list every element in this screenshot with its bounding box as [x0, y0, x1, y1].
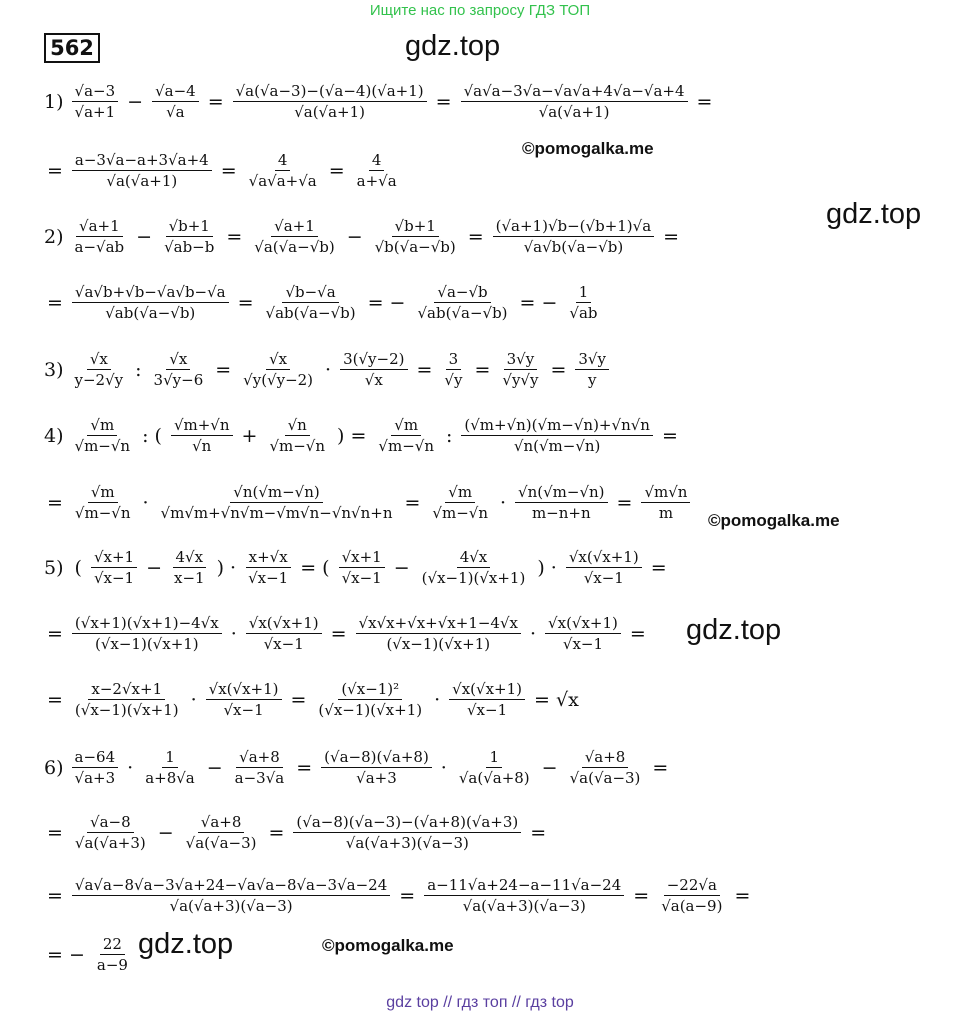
fraction — [171, 548, 208, 587]
operator: = — [207, 90, 224, 113]
fraction — [72, 483, 134, 522]
numerator: √x(√x+1) — [566, 548, 642, 568]
operator: ) · — [216, 556, 237, 579]
operator: = — [435, 90, 452, 113]
denominator: √x−1 — [223, 701, 264, 719]
denominator: √m√m+√n√m−√m√n−√n√n+n — [160, 504, 393, 522]
operator: = ( — [300, 556, 330, 579]
part-label: 3) — [44, 358, 64, 381]
numerator: √a+8 — [198, 813, 245, 833]
operator: = — [47, 821, 63, 844]
part-label: 4) — [44, 424, 64, 447]
denominator: a−√ab — [74, 238, 125, 256]
operator: = — [296, 756, 313, 779]
operator: − — [127, 90, 144, 113]
numerator: √a−4 — [152, 82, 199, 102]
fraction — [567, 748, 644, 787]
numerator: (√a−8)(√a+8) — [321, 748, 432, 768]
operator: = — [237, 291, 254, 314]
numerator: √b−√a — [282, 283, 338, 303]
fraction — [461, 416, 653, 455]
denominator: √a(√a+3)(√a−3) — [169, 897, 293, 915]
denominator: √m−√n — [378, 437, 434, 455]
operator: = — [215, 358, 232, 381]
denominator: √n(√m−√n) — [513, 437, 601, 455]
operator: − — [346, 225, 363, 248]
denominator: √ab−b — [164, 238, 215, 256]
operator: · — [434, 688, 441, 711]
equation-line — [44, 350, 609, 389]
fraction — [566, 283, 600, 322]
operator: = — [328, 159, 345, 182]
fraction — [566, 548, 642, 587]
denominator: √b(√a−√b) — [374, 238, 456, 256]
denominator: (√x−1)(√x+1) — [386, 635, 491, 653]
numerator: √a−8 — [87, 813, 134, 833]
fraction — [233, 82, 427, 121]
numerator: 3 — [446, 350, 462, 370]
denominator: √a — [166, 103, 185, 121]
numerator: 1 — [486, 748, 502, 768]
fraction — [429, 483, 491, 522]
numerator: 3√y — [504, 350, 538, 370]
fraction — [183, 813, 260, 852]
operator: − — [393, 556, 410, 579]
numerator: √x(√x+1) — [449, 680, 525, 700]
operator: = — [404, 491, 421, 514]
part-label: 2) — [44, 225, 64, 248]
fraction — [246, 614, 322, 653]
numerator: √m+√n — [171, 416, 233, 436]
numerator: √a+8 — [582, 748, 629, 768]
denominator: a+8√a — [145, 769, 195, 787]
equation-line — [44, 416, 681, 455]
watermark-pomogalka-3: ©pomogalka.me — [322, 936, 454, 955]
numerator: a−3√a−a+3√a+4 — [72, 151, 212, 171]
operator: = — [220, 159, 237, 182]
numerator: 3(√y−2) — [340, 350, 407, 370]
denominator: a−3√a — [234, 769, 285, 787]
fraction — [493, 217, 655, 256]
numerator: x+√x — [246, 548, 291, 568]
equation-line — [44, 614, 649, 653]
denominator: √a√b(√a−√b) — [523, 238, 624, 256]
operator: = — [47, 291, 63, 314]
fraction — [91, 548, 137, 587]
operator: = — [663, 225, 680, 248]
operator: = — [268, 821, 285, 844]
operator: = √x — [534, 688, 579, 711]
operator: = — [226, 225, 243, 248]
numerator: √m — [87, 416, 117, 436]
numerator: √x+1 — [339, 548, 385, 568]
numerator: √m — [391, 416, 421, 436]
fraction — [354, 151, 400, 190]
numerator: √m√n — [641, 483, 690, 503]
equation-line — [44, 283, 601, 322]
operator: : ( — [142, 424, 162, 447]
fraction — [72, 614, 222, 653]
denominator: √x−1 — [263, 635, 304, 653]
denominator: y — [587, 371, 597, 389]
watermark-gdz-top-3: gdz.top — [686, 614, 782, 646]
operator: = — [652, 756, 669, 779]
operator: · — [499, 491, 507, 514]
denominator: √m−√n — [432, 504, 488, 522]
denominator: a+√a — [356, 172, 397, 190]
numerator: √a+1 — [271, 217, 318, 237]
fraction — [72, 217, 128, 256]
denominator: √a(a−9) — [661, 897, 723, 915]
denominator: √x−1 — [583, 569, 624, 587]
watermark-pomogalka-2: ©pomogalka.me — [708, 511, 840, 530]
numerator: √a+8 — [236, 748, 283, 768]
numerator: −22√a — [664, 876, 720, 896]
denominator: √y√y — [502, 371, 539, 389]
denominator: √a+1 — [74, 103, 116, 121]
watermark-gdz-top-4: gdz.top — [138, 928, 234, 960]
fraction — [315, 680, 425, 719]
operator: · — [530, 622, 537, 645]
operator: = — [416, 358, 433, 381]
denominator: √y(√y−2) — [243, 371, 314, 389]
numerator: (√m+√n)(√m−√n)+√n√n — [461, 416, 653, 436]
equation-line — [44, 217, 682, 256]
fraction — [658, 876, 725, 915]
operator: − — [157, 821, 174, 844]
operator: − — [136, 225, 153, 248]
operator: = — [47, 688, 63, 711]
fraction — [372, 217, 459, 256]
numerator: √m — [88, 483, 118, 503]
fraction — [251, 217, 337, 256]
fraction — [375, 416, 437, 455]
denominator: √m−√n — [74, 504, 131, 522]
fraction — [456, 748, 533, 787]
denominator: 3√y−6 — [153, 371, 204, 389]
numerator: 4√x — [457, 548, 491, 568]
numerator: √x(√x+1) — [206, 680, 282, 700]
operator: = — [290, 688, 307, 711]
numerator: √x — [87, 350, 111, 370]
numerator: √x(√x+1) — [545, 614, 621, 634]
operator: + — [241, 424, 258, 447]
numerator: √m — [445, 483, 475, 503]
denominator: √x — [364, 371, 383, 389]
operator: · — [190, 688, 197, 711]
denominator: m−n+n — [531, 504, 591, 522]
fraction — [499, 350, 541, 389]
denominator: √a(√a+1) — [294, 103, 366, 121]
fraction — [161, 217, 217, 256]
operator: = − — [367, 291, 406, 314]
denominator: √a(√a−3) — [569, 769, 641, 787]
equation-line — [44, 748, 671, 787]
denominator: √x−1 — [562, 635, 604, 653]
equation-line — [44, 82, 715, 121]
numerator: 4 — [275, 151, 291, 171]
fraction — [72, 748, 119, 787]
operator: = — [616, 491, 633, 514]
numerator: √x√x+√x+√x+1−4√x — [356, 614, 521, 634]
numerator: √a−√b — [434, 283, 490, 303]
numerator: √a√b+√b−√a√b−√a — [72, 283, 229, 303]
equation-line — [44, 151, 400, 190]
operator: ) = — [337, 424, 367, 447]
denominator: (√x−1)(√x+1) — [318, 701, 423, 719]
denominator: √a(√a+3)(√a−3) — [345, 834, 469, 852]
fraction — [263, 283, 359, 322]
part-label: 5) — [44, 556, 64, 579]
fraction — [515, 483, 608, 522]
equation-line — [44, 548, 670, 587]
fraction — [321, 748, 432, 787]
operator: = — [629, 622, 646, 645]
numerator: a−11√a+24−a−11√a−24 — [424, 876, 624, 896]
fraction — [206, 680, 282, 719]
operator: = — [633, 884, 650, 907]
numerator: √a√a−3√a−√a√a+4√a−√a+4 — [461, 82, 688, 102]
fraction — [72, 813, 149, 852]
denominator: √a(√a−√b) — [254, 238, 335, 256]
fraction — [171, 416, 233, 455]
fraction — [641, 483, 690, 522]
denominator: √a+3 — [74, 769, 116, 787]
operator: : — [445, 424, 453, 447]
fraction — [142, 748, 198, 787]
fraction — [72, 82, 119, 121]
operator: = − — [47, 943, 85, 966]
operator: − — [146, 556, 162, 579]
numerator: √a−3 — [72, 82, 119, 102]
operator: ( — [74, 556, 82, 579]
denominator: m — [658, 504, 674, 522]
numerator: (√x+1)(√x+1)−4√x — [72, 614, 222, 634]
fraction — [240, 350, 316, 389]
numerator: √b+1 — [392, 217, 439, 237]
fraction — [266, 416, 328, 455]
operator: = — [474, 358, 491, 381]
fraction — [441, 350, 465, 389]
footer-links: gdz top // гдз топ // гдз top — [386, 994, 574, 1011]
denominator: √a(√a+1) — [538, 103, 610, 121]
numerator: (√x−1)² — [338, 680, 402, 700]
fraction — [72, 283, 229, 322]
operator: = — [47, 884, 63, 907]
denominator: √ab(√a−√b) — [105, 304, 196, 322]
operator: − — [541, 756, 558, 779]
fraction — [72, 876, 390, 915]
denominator: (√x−1)(√x+1) — [74, 701, 179, 719]
denominator: √n — [192, 437, 212, 455]
denominator: (√x−1)(√x+1) — [94, 635, 199, 653]
operator: · — [325, 358, 332, 381]
equation-line — [44, 680, 582, 719]
fraction — [72, 151, 212, 190]
operator: · — [230, 622, 237, 645]
numerator: √a+1 — [76, 217, 123, 237]
operator: = — [696, 90, 713, 113]
numerator: √n — [285, 416, 310, 436]
numerator: √a(√a−3)−(√a−4)(√a+1) — [233, 82, 427, 102]
denominator: √x−1 — [467, 701, 508, 719]
fraction — [245, 548, 291, 587]
denominator: y−2√y — [74, 371, 124, 389]
numerator: 1 — [162, 748, 178, 768]
numerator: a−64 — [72, 748, 119, 768]
fraction — [72, 350, 127, 389]
equation-line — [44, 876, 753, 915]
fraction — [340, 350, 407, 389]
fraction — [545, 614, 621, 653]
operator: · — [127, 756, 134, 779]
fraction — [94, 935, 131, 974]
numerator: (√a−8)(√a−3)−(√a+8)(√a+3) — [293, 813, 521, 833]
operator: ) · — [537, 556, 557, 579]
numerator: √x — [266, 350, 290, 370]
fraction — [151, 350, 207, 389]
denominator: √m−√n — [74, 437, 131, 455]
operator: · — [440, 756, 447, 779]
operator: = − — [519, 291, 558, 314]
numerator: 3√y — [575, 350, 609, 370]
operator: = — [330, 622, 347, 645]
operator: = — [734, 884, 751, 907]
numerator: 4 — [369, 151, 385, 171]
denominator: √x−1 — [93, 569, 135, 587]
numerator: √a√a−8√a−3√a+24−√a√a−8√a−3√a−24 — [72, 876, 390, 896]
fraction — [461, 82, 688, 121]
denominator: √x−1 — [341, 569, 382, 587]
watermark-gdz-top-1: gdz.top — [405, 30, 501, 62]
watermark-gdz-top-2: gdz.top — [826, 198, 922, 230]
fraction — [419, 548, 529, 587]
part-label: 1) — [44, 90, 64, 113]
denominator: √ab(√a−√b) — [417, 304, 508, 322]
fraction — [414, 283, 510, 322]
denominator: √ab — [569, 304, 598, 322]
denominator: √a√a+√a — [248, 172, 317, 190]
numerator: 22 — [100, 935, 125, 955]
operator: : — [135, 358, 142, 381]
denominator: √ab(√a−√b) — [265, 304, 356, 322]
denominator: (√x−1)(√x+1) — [421, 569, 526, 587]
fraction — [339, 548, 385, 587]
numerator: √b+1 — [166, 217, 213, 237]
operator: = — [47, 622, 63, 645]
part-label: 6) — [44, 756, 64, 779]
numerator: √x+1 — [91, 548, 137, 568]
equation-line — [44, 935, 131, 974]
operator: = — [47, 491, 63, 514]
operator: · — [142, 491, 149, 514]
header-note: Ищите нас по запросу ГДЗ ТОП — [369, 2, 591, 19]
denominator: √a(√a+1) — [106, 172, 178, 190]
operator: = — [467, 225, 484, 248]
numerator: (√a+1)√b−(√b+1)√a — [493, 217, 655, 237]
denominator: √a(√a+3)(√a−3) — [462, 897, 586, 915]
fraction — [158, 483, 396, 522]
numerator: √n(√m−√n) — [230, 483, 323, 503]
fraction — [72, 680, 182, 719]
operator: = — [530, 821, 547, 844]
fraction — [72, 416, 134, 455]
operator: − — [206, 756, 223, 779]
denominator: a−9 — [96, 956, 128, 974]
equation-line — [44, 483, 690, 522]
fraction — [246, 151, 320, 190]
fraction — [232, 748, 288, 787]
operator: = — [650, 556, 667, 579]
numerator: √n(√m−√n) — [515, 483, 608, 503]
operator: = — [661, 424, 678, 447]
fraction — [152, 82, 199, 121]
numerator: x−2√x+1 — [88, 680, 165, 700]
fraction — [575, 350, 609, 389]
numerator: √x(√x+1) — [246, 614, 322, 634]
equation-line — [44, 813, 549, 852]
operator: = — [399, 884, 416, 907]
denominator: √a+3 — [356, 769, 397, 787]
denominator: √x−1 — [248, 569, 289, 587]
numerator: √x — [166, 350, 190, 370]
operator: = — [47, 159, 63, 182]
denominator: √a(√a+8) — [458, 769, 530, 787]
fraction — [356, 614, 521, 653]
fraction — [424, 876, 624, 915]
denominator: √a(√a+3) — [74, 834, 146, 852]
denominator: √y — [444, 371, 463, 389]
denominator: √a(√a−3) — [185, 834, 257, 852]
watermark-pomogalka-1: ©pomogalka.me — [522, 139, 654, 158]
fraction — [449, 680, 525, 719]
denominator: √m−√n — [269, 437, 326, 455]
numerator: 4√x — [173, 548, 207, 568]
denominator: x−1 — [174, 569, 205, 587]
problem-number: 562 — [44, 33, 100, 63]
operator: = — [550, 358, 567, 381]
numerator: 1 — [576, 283, 592, 303]
fraction — [293, 813, 521, 852]
